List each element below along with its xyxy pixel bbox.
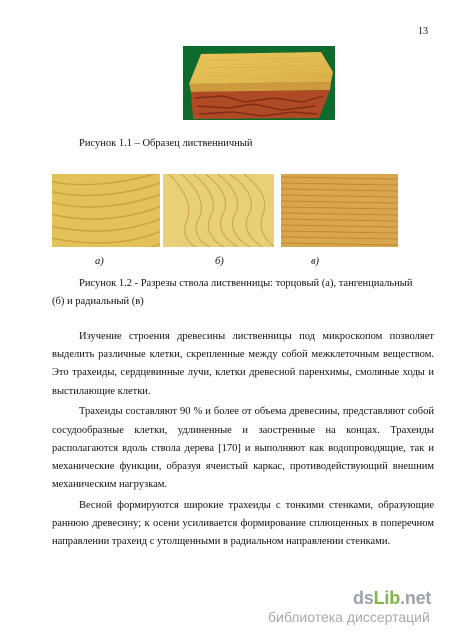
watermark-subtitle: библиотека диссертаций xyxy=(268,609,430,625)
panel-label-b: б) xyxy=(215,256,224,267)
cross-section-photo xyxy=(52,174,160,247)
watermark-logo-lib: Lib xyxy=(373,588,401,608)
paragraph: Изучение строения древесины лиственницы под микроскопом позволяет выделить различные клетки, скрепленные между собой межклеточным веществом. Это трахеиды, сердцевинные лучи, клетки древесной паренхимы, смоляные ходы и выстилающие клетки. xyxy=(52,331,434,397)
figure-1-2-caption-line1: Рисунок 1.2 - Разрезы ствола лиственницы: торцовый (а), тангенциальный xyxy=(79,278,413,289)
body-text xyxy=(52,328,434,554)
figure-1-1-caption: Рисунок 1.1 – Образец лиственничный xyxy=(79,138,253,149)
figure-1-2-caption xyxy=(52,275,434,310)
paragraph: Весной формируются широкие трахеиды с тонкими стенками, образующие раннюю древесину; к осени усиливается формирование сплющенных в поперечном направлении трахеид с утолщенными в радиальном направлении стенками. xyxy=(52,499,434,548)
figure-1-2-caption-line2: (б) и радиальный (в) xyxy=(52,295,144,307)
tangential-section-photo xyxy=(163,174,274,247)
watermark-logo xyxy=(353,588,431,609)
panel-label-c: в) xyxy=(311,256,320,267)
panel-label-a: а) xyxy=(95,256,104,267)
watermark-logo-net: .net xyxy=(400,588,432,608)
watermark-logo-ds: ds xyxy=(353,588,374,608)
radial-section-photo xyxy=(281,174,398,247)
page-number: 13 xyxy=(418,26,428,37)
wood-sample-photo xyxy=(183,46,335,120)
paragraph: Трахеиды составляют 90 % и более от объема древесины, представляют собой сосудообразные клетки, удлиненные и заостренные на концах. Трахеиды располагаются вдоль ствола дерева [170] и выполняют как водопроводящие, так и механические функции, образуя ячеистый каркас, противодействующий внешним механическим нагрузкам. xyxy=(52,406,434,491)
